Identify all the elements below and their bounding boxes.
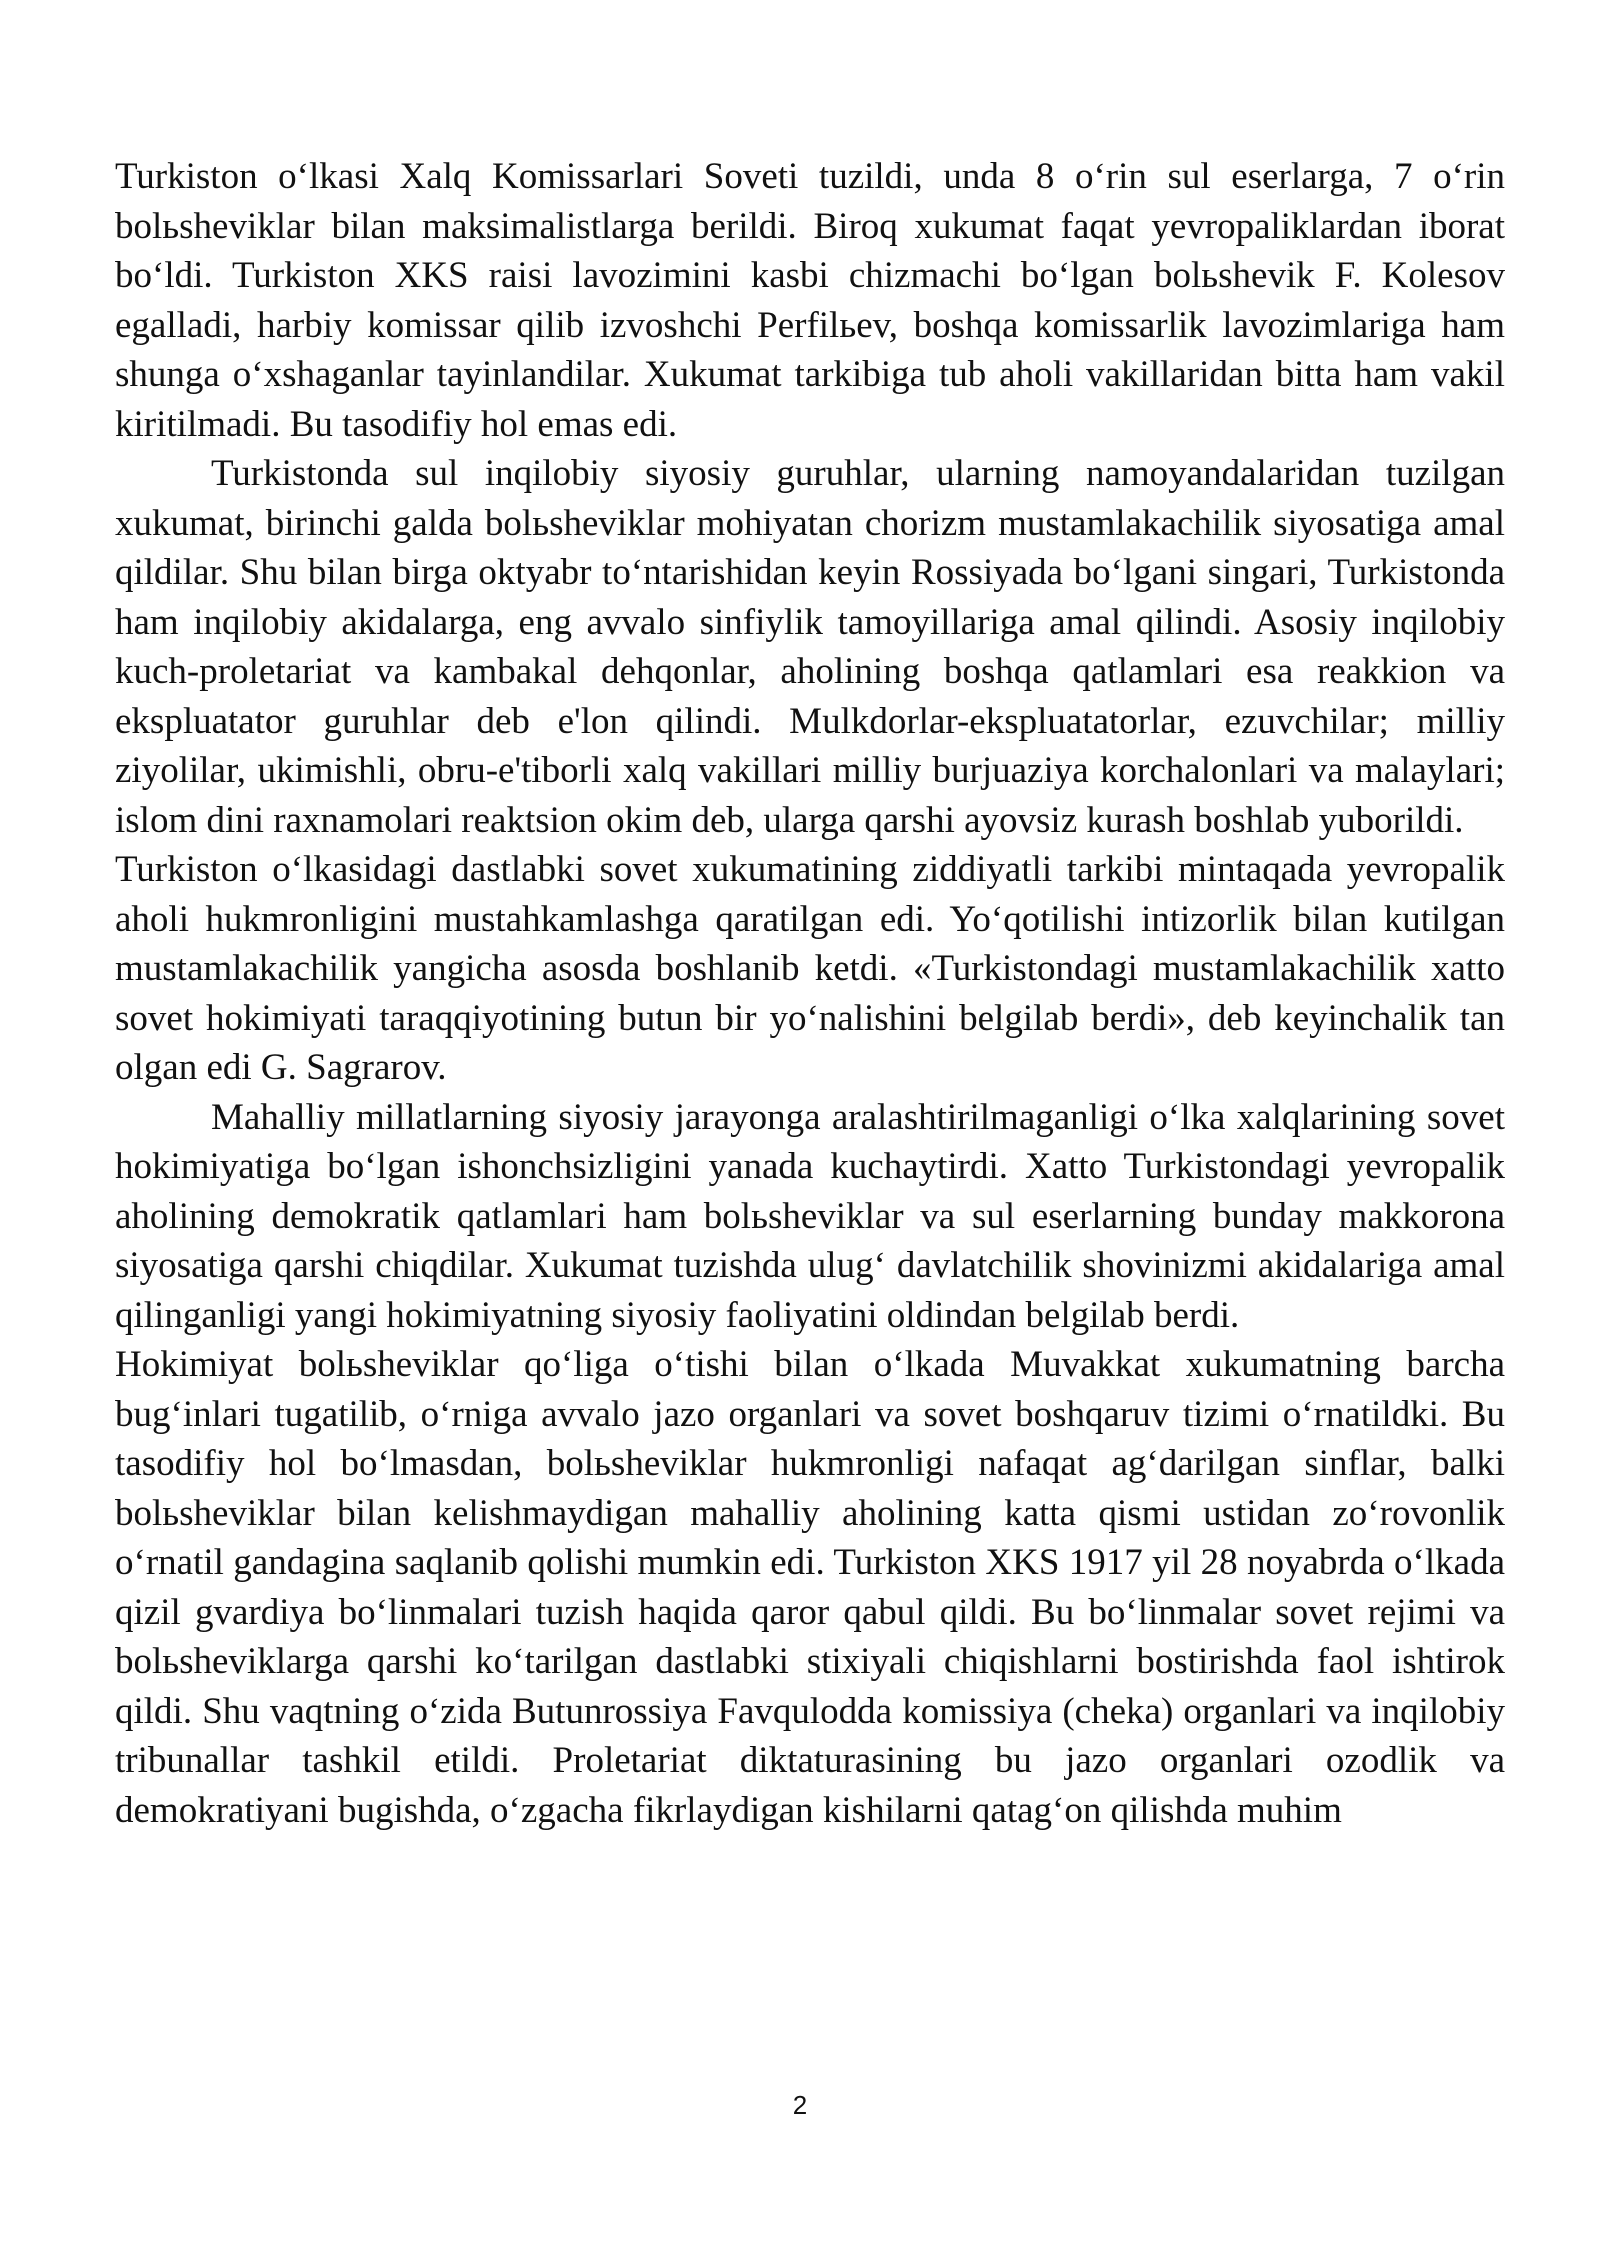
paragraph-1: Turkiston o‘lkasi Xalq Komissarlari Soveti tuzildi, unda 8 o‘rin sul eserlarga, 7 o‘rin bolьsheviklar bilan maksimalistlarga berildi. Biroq xukumat faqat yevropaliklardan iborat bo‘ldi. Turkiston XKS raisi lavozimini kasbi chizmachi bo‘lgan bolьshevik F. Kolesov egalladi, harbiy komissar qilib izvoshchi Perfilьev, boshqa komissarlik lavozimlariga ham shunga o‘xshaganlar tayinlandilar. Xukumat tarkibiga tub aholi vakillaridan bitta ham vakil kiritilmadi. Bu tasodifiy hol emas edi. (115, 156, 1505, 445)
page-number: 2 (792, 2090, 808, 2120)
paragraph-5: Hokimiyat bolьsheviklar qo‘liga o‘tishi bilan o‘lkada Muvakkat xukumatning barcha bug‘inlari tugatilib, o‘rniga avvalo jazo organlari va sovet boshqaruv tizimi o‘rnatildki. Bu tasodifiy hol bo‘lmasdan, bolьsheviklar hukmronligi nafaqat ag‘darilgan sinflar, balki bolьsheviklar bilan kelishmaydigan mahalliy aholining katta qismi ustidan zo‘rovonlik o‘rnatil gandagina saqlanib qolishi mumkin edi. Turkiston XKS 1917 yil 28 noyabrda o‘lkada qizil gvardiya bo‘linmalari tuzish haqida qaror qabul qildi. Bu bo‘linmalar sovet rejimi va bolьsheviklarga qarshi ko‘tarilgan dastlabki stixiyali chiqishlarni bostirishda faol ishtirok qildi. Shu vaqtning o‘zida Butunrossiya Favqulodda komissiya (cheka) organlari va inqilobiy tribunallar tashkil etildi. Proletariat diktaturasining bu jazo organlari ozodlik va demokratiyani bugishda, o‘zgacha fikrlaydigan kishilarni qatag‘on qilishda muhim (115, 1344, 1505, 1831)
paragraph-3: Turkiston o‘lkasidagi dastlabki sovet xukumatining ziddiyatli tarkibi mintaqada yevropalik aholi hukmronligini mustahkamlashga qaratilgan edi. Yo‘qotilishi intizorlik bilan kutilgan mustamlakachilik yangicha asosda boshlanib ketdi. «Turkistondagi mustamlakachilik xatto sovet hokimiyati taraqqiyotining butun bir yo‘nalishini belgilab berdi», deb keyinchalik tan olgan edi G. Sagrarov. (115, 849, 1505, 1088)
paragraph-4: Mahalliy millatlarning siyosiy jarayonga aralashtirilmaganligi o‘lka xalqlarining sovet hokimiyatiga bo‘lgan ishonchsizligini yanada kuchaytirdi. Xatto Turkistondagi yevropalik aholining demokratik qatlamlari ham bolьsheviklar va sul eserlarning bunday makkorona siyosatiga qarshi chiqdilar. Xukumat tuzishda ulug‘ davlatchilik shovinizmi akidalariga amal qilinganligi yangi hokimiyatning siyosiy faoliyatini oldindan belgilab berdi. (115, 1096, 1505, 1336)
paragraph-2: Turkistonda sul inqilobiy siyosiy guruhlar, ularning namoyandalaridan tuzilgan xukumat, birinchi galda bolьsheviklar mohiyatan chorizm mustamlakachilik siyosatiga amal qildilar. Shu bilan birga oktyabr to‘ntarishidan keyin Rossiyada bo‘lgani singari, Turkistonda ham inqilobiy akidalarga, eng avvalo sinfiylik tamoyillariga amal qilindi. Asosiy inqilobiy kuch-proletariat va kambakal dehqonlar, aholining boshqa qatlamlari esa reakkion va ekspluatator guruhlar deb e'lon qilindi. Mulkdorlar-ekspluatatorlar, ezuvchilar; milliy ziyolilar, ukimishli, obru-e'tiborli xalq vakillari milliy burjuaziya korchalonlari va malaylari; islom dini raxnamolari reaktsion okim deb, ularga qarshi ayovsiz kurash boshlab yuborildi. (115, 453, 1505, 841)
page-body (115, 152, 1505, 1835)
